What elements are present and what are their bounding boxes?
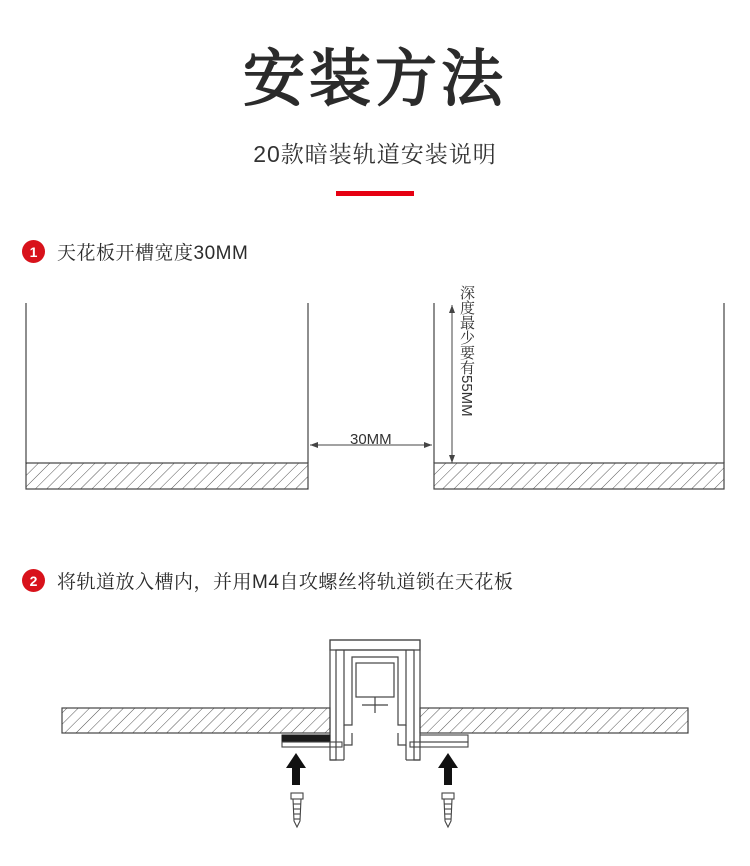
- header: [0, 0, 750, 196]
- screw-left: [291, 793, 303, 827]
- page-subtitle: 20款暗装轨道安装说明: [253, 141, 497, 168]
- ceiling-slot-drawing: [0, 275, 750, 525]
- figure-ceiling-slot: [0, 275, 750, 525]
- title-divider: [336, 191, 414, 196]
- figure-track-installation: [0, 605, 750, 855]
- screw-right: [442, 793, 454, 827]
- track-installation-drawing: [0, 605, 750, 855]
- up-arrow-right: [438, 753, 458, 785]
- up-arrow-left: [286, 753, 306, 785]
- slot-depth-label: 深度最少要有55MM: [458, 285, 475, 417]
- step-1-badge: 1: [22, 240, 45, 263]
- step-2-text: 将轨道放入槽内，并用M4自攻螺丝将轨道锁在天花板: [57, 572, 514, 593]
- step-2-badge: 2: [22, 569, 45, 592]
- step-1-text: 天花板开槽宽度30MM: [57, 243, 249, 264]
- page-title: 安装方法: [242, 45, 507, 114]
- slot-width-label: 30MM: [350, 431, 392, 448]
- step-1-heading: [22, 238, 248, 265]
- step-2-heading: [22, 567, 513, 594]
